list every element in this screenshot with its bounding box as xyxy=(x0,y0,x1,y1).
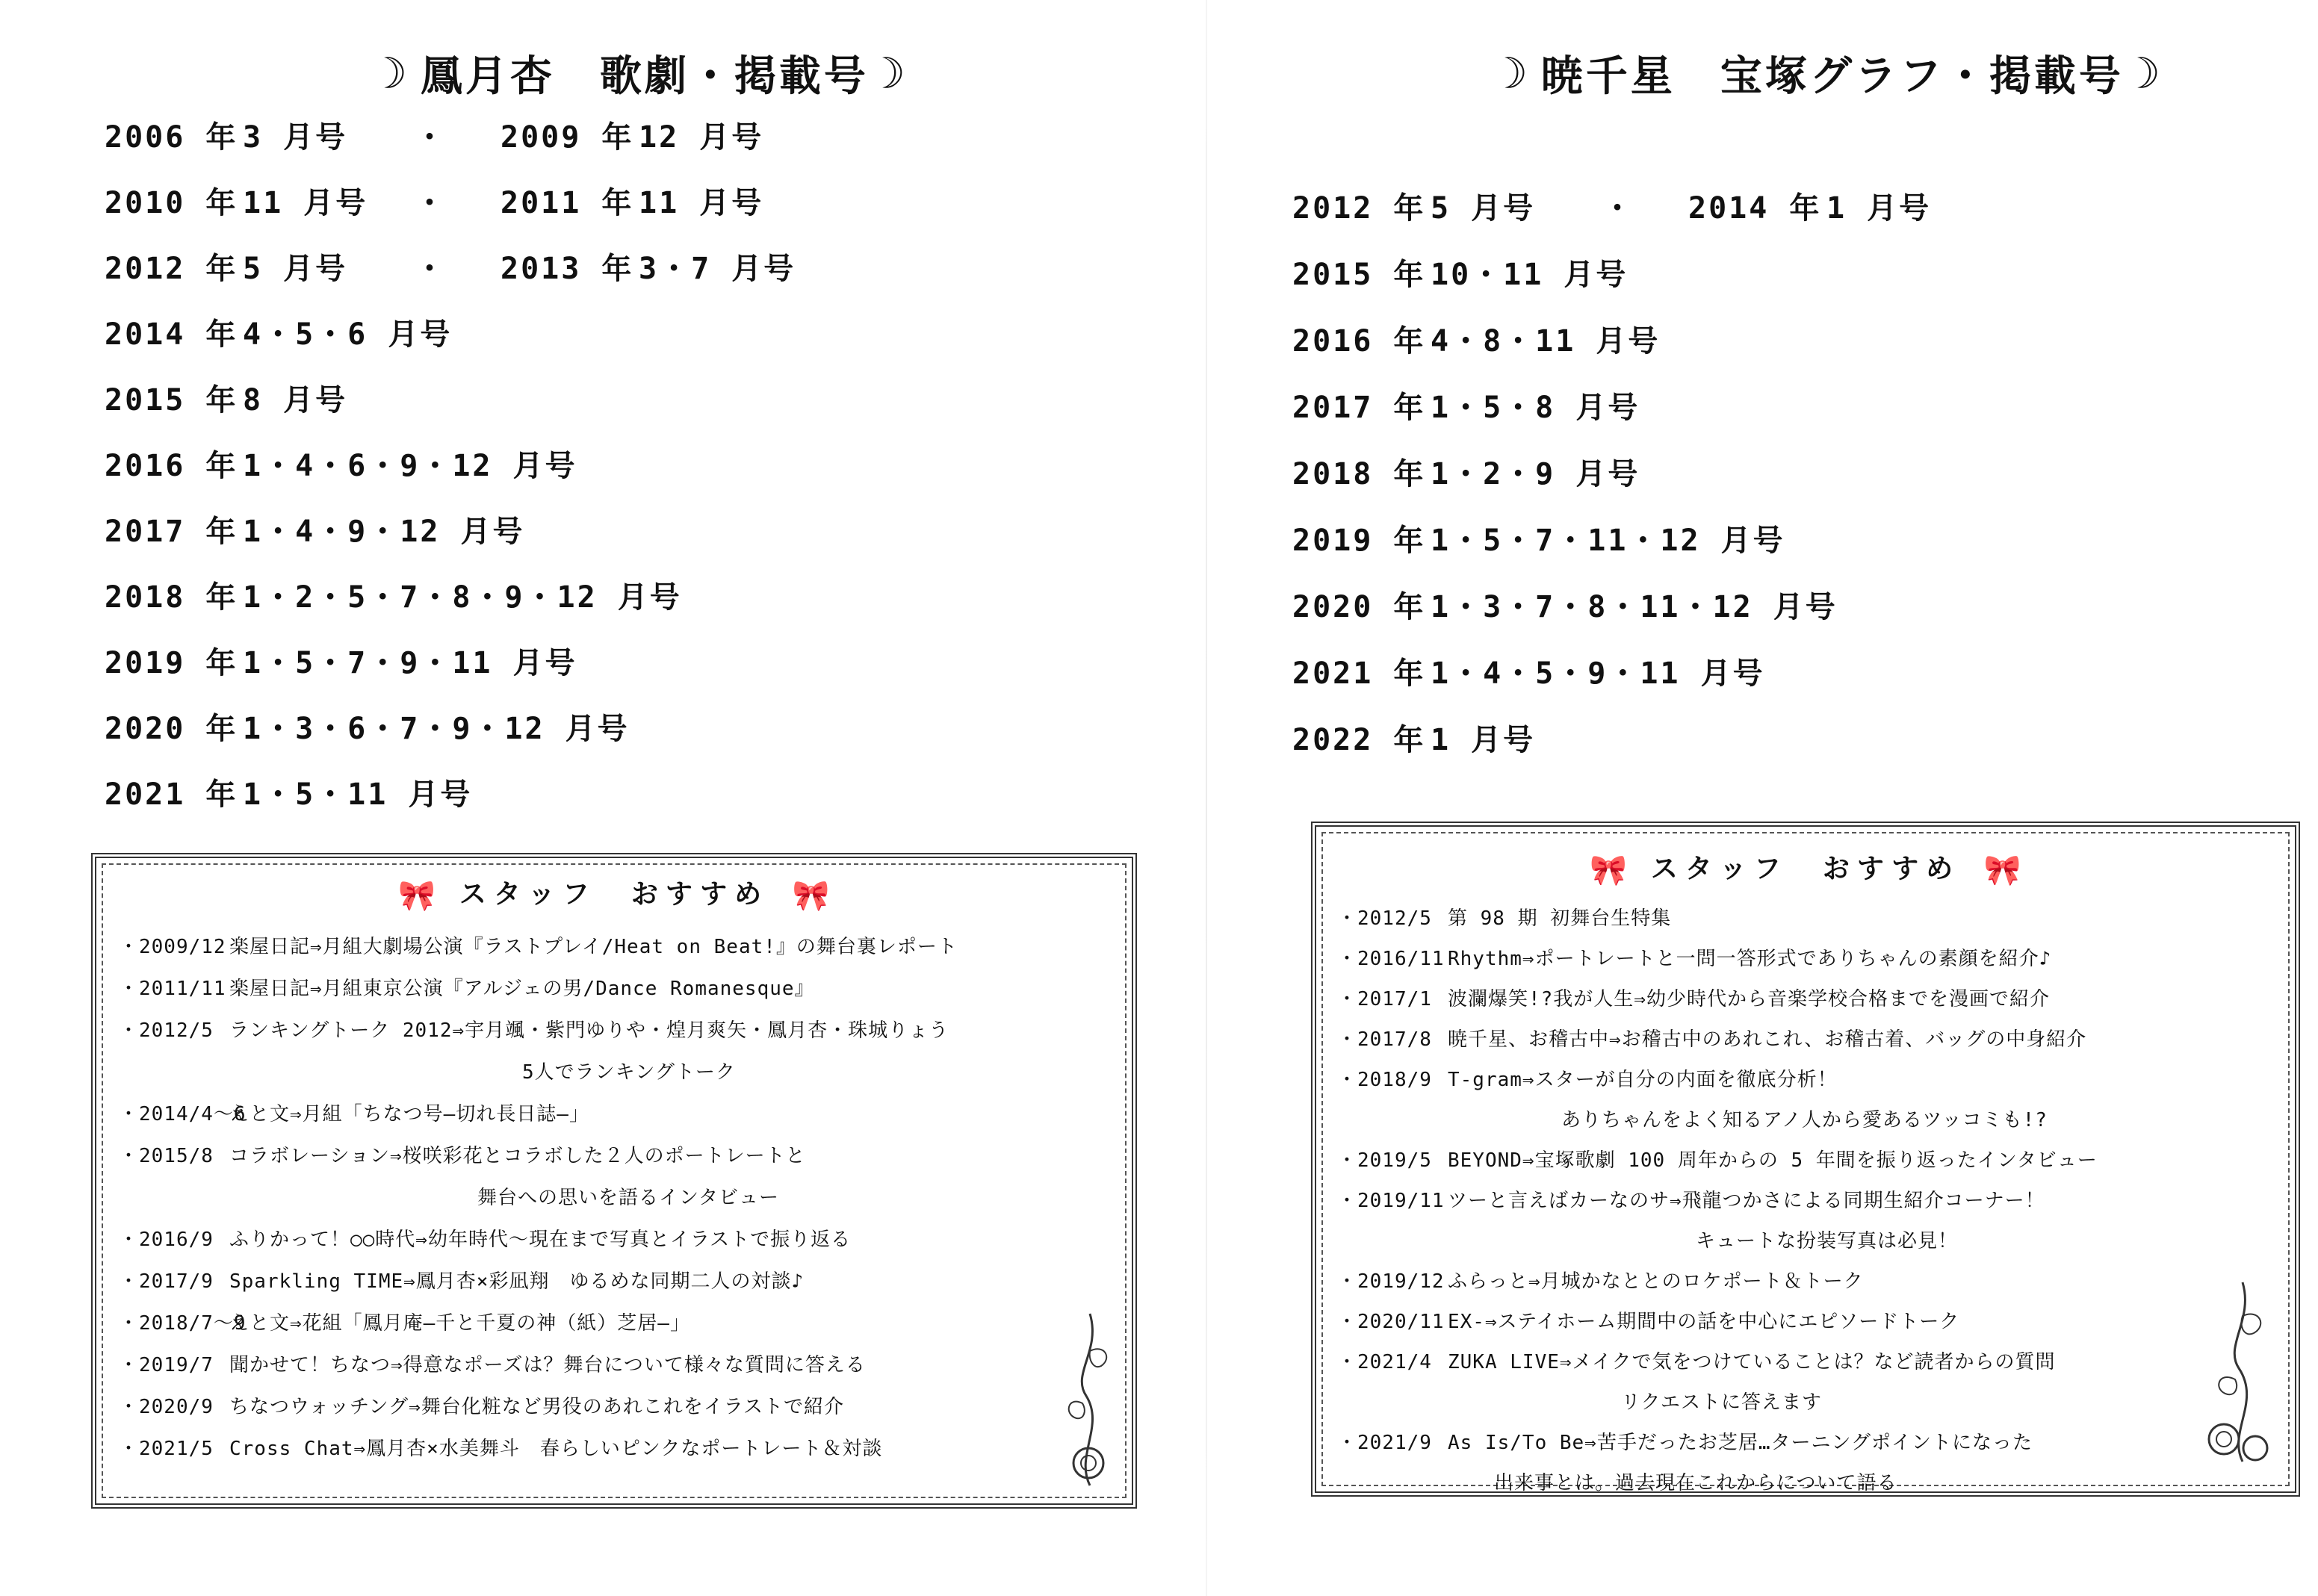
list-item: ・2009/12 楽屋日記⇒月組大劇場公演『ラストプレイ/Heat on Beat!』の舞台裏レポート xyxy=(119,935,958,958)
list-item: ・2021/9 As Is/To Be⇒苦手だったお芝居…ターニングポイントになった xyxy=(1337,1431,2033,1454)
list-item: ・2018/9 T-gram⇒スターが自分の内面を徹底分析！ xyxy=(1337,1068,1838,1091)
list-item: 2021 年 1・5・11 月号 xyxy=(105,777,473,812)
list-item: 2014 年 4・5・6 月号 xyxy=(105,317,453,352)
list-item: ・2019/12 ふらっと⇒月城かなととのロケポート＆トーク xyxy=(1337,1270,1864,1293)
list-item: キュートな扮装写真は必見！ xyxy=(1696,1229,1959,1252)
list-item: 5人でランキングトーク xyxy=(522,1061,736,1084)
list-item: ・2020/11 EX-⇒ステイホーム期間中の話を中心にエピソードトーク xyxy=(1337,1310,1960,1333)
list-item: 2017 年 1・4・9・12 月号 xyxy=(105,514,525,549)
left-title-text: 鳳月杏 歌劇・掲載号 xyxy=(420,52,869,101)
crescent-moon-icon: ☽ xyxy=(381,48,410,99)
crescent-moon-icon: ☽ xyxy=(878,48,908,99)
list-item: リクエストに答えます xyxy=(1621,1391,1822,1414)
list-item: ・2016/11 Rhythm⇒ポートレートと一問一答形式でありちゃんの素顔を紹介♪ xyxy=(1337,947,2052,970)
list-item: 2018 年 1・2・5・7・8・9・12 月号 xyxy=(105,580,682,615)
list-item: ・2017/1 波瀾爆笑!?我が人生⇒幼少時代から音楽学校合格までを漫画で紹介 xyxy=(1337,987,2050,1010)
list-item: ・2012/5 ランキングトーク 2012⇒宇月颯・紫門ゆりや・煌月爽矢・鳳月杏・珠城りょう xyxy=(119,1019,949,1042)
left-title xyxy=(381,43,908,103)
list-item: 2015 年 8 月号 xyxy=(105,382,348,417)
right-title-text: 暁千星 宝塚グラフ・掲載号 xyxy=(1540,52,2124,101)
rose-vine-decoration-icon xyxy=(1060,1306,1120,1493)
list-item: 2021 年 1・4・5・9・11 月号 xyxy=(1292,656,1765,691)
list-item: 舞台への思いを語るインタビュー xyxy=(477,1186,779,1209)
list-item: ・2019/11 ツーと言えばカーなのサ⇒飛龍つかさによる同期生紹介コーナー！ xyxy=(1337,1189,2045,1212)
right-staff-title: 🎀 スタッフ おすすめ 🎀 xyxy=(1590,853,2021,888)
left-staff-title: 🎀 スタッフ おすすめ 🎀 xyxy=(398,878,830,913)
list-item: 2012 年 5 月号 ・ 2013 年 3・7 月号 xyxy=(105,251,796,286)
list-item: 2022 年 1 月号 xyxy=(1292,722,1536,757)
list-item: ・2019/5 BEYOND⇒宝塚歌劇 100 周年からの 5 年間を振り返ったインタビュー xyxy=(1337,1149,2098,1172)
list-item: 2020 年 1・3・7・8・11・12 月号 xyxy=(1292,589,1838,624)
list-item: ・2015/8 コラボレーション⇒桜咲彩花とコラボした２人のポートレートと xyxy=(119,1144,806,1167)
list-item: ・2018/7～9 えと文⇒花組「鳳月庵―千と千夏の神（紙）芝居―」 xyxy=(119,1311,690,1335)
list-item: 2018 年 1・2・9 月号 xyxy=(1292,456,1640,491)
list-item: ・2017/8 暁千星、お稽古中⇒お稽古中のあれこれ、お稽古着、バッグの中身紹介 xyxy=(1337,1028,2087,1051)
list-item: 2012 年 5 月号 ・ 2014 年 1 月号 xyxy=(1292,190,1932,226)
ribbon-bow-icon: 🎀 xyxy=(792,878,830,913)
list-item: ・2020/9 ちなつウォッチング⇒舞台化粧など男役のあれこれをイラストで紹介 xyxy=(119,1395,845,1418)
ribbon-bow-icon: 🎀 xyxy=(1590,853,1628,888)
right-title xyxy=(1502,43,2163,103)
list-item: 出来事とは。過去現在これからについて語る xyxy=(1494,1471,1897,1494)
list-item: 2017 年 1・5・8 月号 xyxy=(1292,390,1640,425)
list-item: ・2019/7 聞かせて！ちなつ⇒得意なポーズは？舞台について様々な質問に答える xyxy=(119,1353,866,1376)
list-item: ・2011/11 楽屋日記⇒月組東京公演『アルジェの男/Dance Romanesque』 xyxy=(119,977,815,1000)
rose-vine-decoration-icon xyxy=(2201,1275,2276,1469)
list-item: 2006 年 3 月号 ・ 2009 年 12 月号 xyxy=(105,119,764,155)
crescent-moon-icon: ☽ xyxy=(1502,48,1531,99)
list-item: 2020 年 1・3・6・7・9・12 月号 xyxy=(105,711,630,746)
list-item: 2016 年 4・8・11 月号 xyxy=(1292,323,1661,358)
list-item: ・2016/9 ふりかって！○○時代⇒幼年時代～現在まで写真とイラストで振り返る xyxy=(119,1228,852,1251)
list-item: ・2021/4 ZUKA LIVE⇒メイクで気をつけていることは？など読者からの質問 xyxy=(1337,1350,2056,1373)
list-item: 2010 年 11 月号 ・ 2011 年 11 月号 xyxy=(105,185,764,220)
ribbon-bow-icon: 🎀 xyxy=(398,878,436,913)
right-page xyxy=(1210,0,2318,1596)
list-item: ・2017/9 Sparkling TIME⇒鳳月杏×彩凪翔 ゆるめな同期二人の対談♪ xyxy=(119,1270,805,1293)
list-item: 2016 年 1・4・6・9・12 月号 xyxy=(105,448,577,483)
list-item: ・2014/4～6 えと文⇒月組「ちなつ号―切れ長日誌―」 xyxy=(119,1102,589,1125)
list-item: 2019 年 1・5・7・11・12 月号 xyxy=(1292,523,1785,558)
page-fold xyxy=(1206,0,1207,1596)
list-item: ・2012/5 第 98 期 初舞台生特集 xyxy=(1337,907,1672,930)
ribbon-bow-icon: 🎀 xyxy=(1983,853,2021,888)
list-item: ・2021/5 Cross Chat⇒鳳月杏×水美舞斗 春らしいピンクなポートレート＆対談 xyxy=(119,1437,883,1460)
right-staff-box xyxy=(1311,822,2300,1497)
list-item: ありちゃんをよく知るアノ人から愛あるツッコミも!? xyxy=(1561,1108,2048,1131)
list-item: 2015 年 10・11 月号 xyxy=(1292,257,1629,292)
list-item: 2019 年 1・5・7・9・11 月号 xyxy=(105,645,577,680)
crescent-moon-icon: ☽ xyxy=(2133,48,2163,99)
left-staff-box xyxy=(91,853,1137,1509)
